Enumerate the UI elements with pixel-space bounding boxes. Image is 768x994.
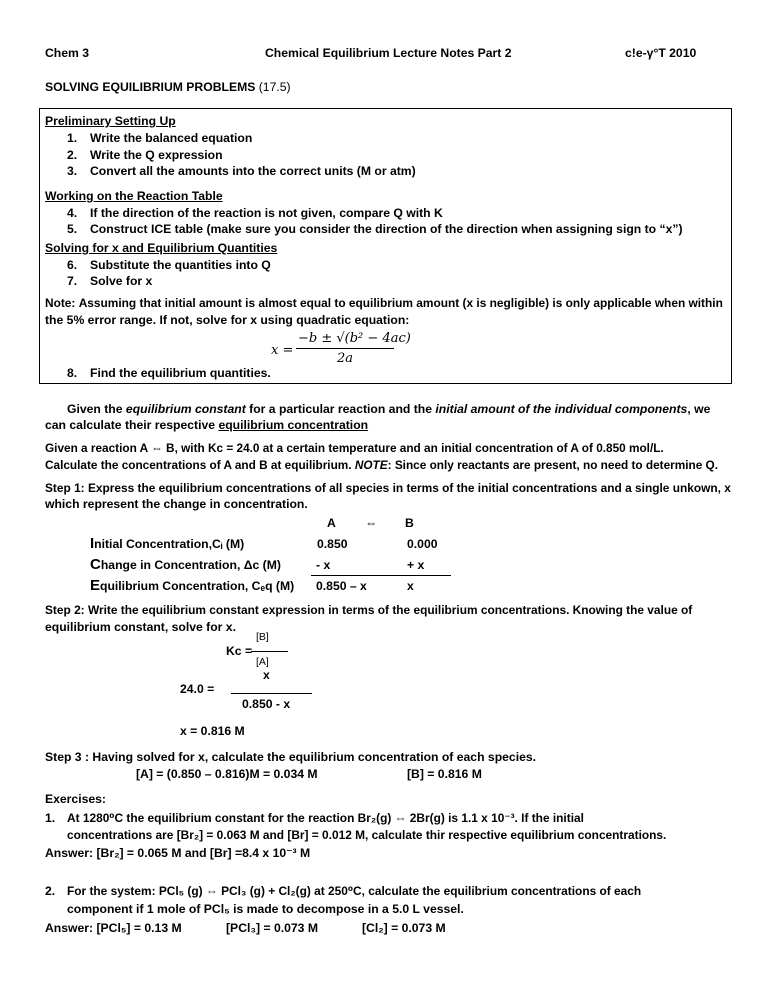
exercise-2-answer-cl2: [Cl₂] = 0.073 M [362, 921, 446, 935]
step-item: If the direction of the reaction is not given, compare Q with K [90, 206, 443, 220]
exercise-2-line-2: component if 1 mole of PCl₅ is made to decompose in a 5.0 L vessel. [67, 902, 464, 916]
step-number: 7. [67, 274, 78, 288]
box-heading-setup: Preliminary Setting Up [45, 114, 176, 128]
ice-change-a: - x [316, 558, 331, 572]
step-item: Write the Q expression [90, 148, 223, 162]
header-author: c!e-γ°T 2010 [625, 46, 697, 60]
val-denominator: 0.850 - x [242, 697, 291, 711]
ice-header-b: B [405, 516, 414, 530]
header-course: Chem 3 [45, 46, 90, 60]
exercise-1-line-1: At 1280⁰C the equilibrium constant for the reaction Br₂(g) ⇔ 2Br(g) is 1.1 x 10⁻³. If the initial [67, 811, 584, 825]
formula-fraction-bar [296, 348, 394, 349]
formula-lhs: x = [271, 343, 294, 358]
intro-line-1: Given the equilibrium constant for a particular reaction and the initial amount of the individual components, we [67, 402, 711, 416]
exercise-2-answer-pcl3: [PCl₃] = 0.073 M [226, 921, 318, 935]
step3-line-1: Step 3 : Having solved for x, calculate the equilibrium concentration of each species. [45, 750, 537, 764]
kc-label: Kᴄ = [226, 644, 253, 658]
ice-table-rule [311, 575, 451, 576]
formula-denominator: 2a [337, 351, 354, 366]
header-title: Chemical Equilibrium Lecture Notes Part 2 [265, 46, 512, 60]
step3-a-result: [A] = (0.850 – 0.816)M = 0.034 M [136, 767, 318, 781]
step1-line-2: which represent the change in concentration. [45, 497, 308, 511]
step-item: Solve for x [90, 274, 153, 288]
step-number: 3. [67, 164, 78, 178]
formula-numerator: −b ± √(b² − 4ac) [298, 331, 411, 346]
step-item: Write the balanced equation [90, 131, 253, 145]
ice-initial-a: 0.850 [317, 537, 348, 551]
exercise-2-answer-pcl5: Answer: [PCl₅] = 0.13 M [45, 921, 182, 935]
exercise-1-answer: Answer: [Br₂] = 0.065 M and [Br] =8.4 x 10⁻³ M [45, 846, 311, 860]
exercises-title: Exercises: [45, 792, 106, 806]
step-number: 8. [67, 366, 78, 380]
ice-row-change: Change in Concentration, Δc (M) [90, 556, 281, 573]
exercise-1-line-2: concentrations are [Br₂] = 0.063 M and [Br] = 0.012 M, calculate thir respective equilibrium concentrations. [67, 828, 667, 842]
section-title: SOLVING EQUILIBRIUM PROBLEMS (17.5) [45, 80, 291, 94]
val-fraction-bar [231, 693, 312, 694]
step1-line-1: Step 1: Express the equilibrium concentrations of all species in terms of the initial concentrations and a single unkown, x [45, 481, 731, 495]
step-item: Substitute the quantities into Q [90, 258, 271, 272]
kc-denominator: [A] [256, 656, 269, 668]
val-numerator: x [263, 668, 270, 682]
note-line-2: the 5% error range. If not, solve for x using quadratic equation: [45, 313, 410, 327]
note-line-1: Note: Assuming that initial amount is almost equal to equilibrium amount (x is negligible) is only applicable when within [45, 296, 723, 310]
ice-equilibrium-b: x [407, 579, 414, 593]
ice-change-b: + x [407, 558, 425, 572]
problem-line-1: Given a reaction A ⇔ B, with Kᴄ = 24.0 at a certain temperature and an initial concentration of A of 0.850 mol/L. [45, 441, 664, 455]
intro-line-2: can calculate their respective equilibrium concentration [45, 418, 369, 432]
ice-header-a: A [327, 516, 336, 530]
step-number: 2. [67, 148, 78, 162]
kc-numerator: [B] [256, 631, 269, 643]
ice-row-equilibrium: Equilibrium Concentration, Cₑq (M) [90, 577, 295, 594]
step-item: Convert all the amounts into the correct units (M or atm) [90, 164, 416, 178]
step-number: 4. [67, 206, 78, 220]
step-number: 5. [67, 222, 78, 236]
ice-row-initial: Initial Concentration,Cᵢ (M) [90, 535, 245, 552]
step3-b-result: [B] = 0.816 M [407, 767, 482, 781]
step-item: Find the equilibrium quantities. [90, 366, 271, 380]
problem-line-2: Calculate the concentrations of A and B at equilibrium. NOTE: Since only reactants are present, no need to determine Q. [45, 458, 719, 472]
kc-fraction-bar [251, 651, 288, 652]
ice-header-arrow: ⇔ [365, 516, 378, 530]
box-heading-solving: Solving for x and Equilibrium Quantities [45, 241, 278, 255]
box-heading-table: Working on the Reaction Table [45, 189, 223, 203]
step2-line-1: Step 2: Write the equilibrium constant expression in terms of the equilibrium concentrations. Knowing the value of [45, 603, 693, 617]
step2-line-2: equilibrium constant, solve for x. [45, 620, 236, 634]
x-result: x = 0.816 M [180, 724, 245, 738]
exercise-2-line-1: For the system: PCl₅ (g) ⇔ PCl₃ (g) + Cl₂(g) at 250⁰C, calculate the equilibrium concentrations of each [67, 884, 642, 898]
exercise-2-number: 2. [45, 884, 56, 898]
step-item: Construct ICE table (make sure you consider the direction of the direction when assigning sign to “x”) [90, 222, 683, 236]
ice-initial-b: 0.000 [407, 537, 438, 551]
step-number: 6. [67, 258, 78, 272]
step-number: 1. [67, 131, 78, 145]
ice-equilibrium-a: 0.850 – x [316, 579, 367, 593]
val-lhs: 24.0 = [180, 682, 215, 696]
exercise-1-number: 1. [45, 811, 56, 825]
